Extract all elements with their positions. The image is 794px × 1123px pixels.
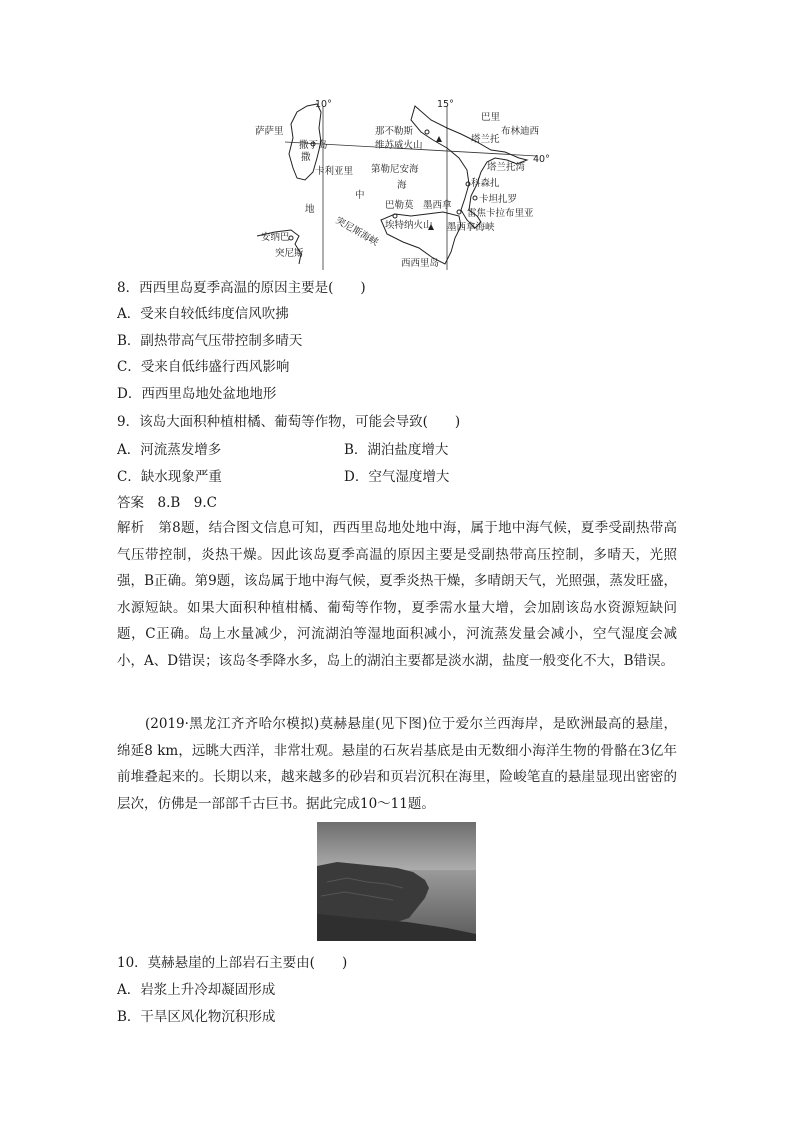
q8-option-a: A．受来自较低纬度信风吹拂 [117,306,289,322]
answer-line: 答案 8.B 9.C [117,495,218,511]
map-label-tunisian-strait: 突尼斯海峡 [333,215,381,249]
cliffs-of-moher-photo [317,822,476,941]
passage-paragraph: (2019·黑龙江齐齐哈尔模拟)莫赫悬崖(见下图)位于爱尔兰西海岸，是欧洲最高的悬崖，绵延8 km，远眺大西洋，非常壮观。悬崖的石灰岩基底是由无数细小海洋生物的骨骼在3亿年前堆叠起来的。长期以来，越来越多的砂岩和页岩沉积在海里，险峻笔直的悬崖显现出密密的层次，仿佛是一部部千古巨书。据此完成10～11题。 [117,716,677,812]
q10-stem: 10．莫赫悬崖的上部岩石主要由( ) [117,955,348,971]
map-label-naples: 那不勒斯 [375,126,414,137]
map-label-cagliari: 卡利亚里 [315,166,354,177]
lon-label-15: 15° [437,99,454,110]
q9-option-c: C．缺水现象严重 [117,469,222,485]
map-svg [255,98,555,274]
q8-option-d: D．西西里岛地处盆地地形 [117,386,277,402]
map-label-tunis: 突尼斯 [275,248,304,259]
map-label-brindisi: 布林迪西 [501,126,540,137]
q9-stem: 9．该岛大面积种植柑橘、葡萄等作物，可能会导致( ) [117,414,461,430]
map-label-strait-messina: 墨西拿海峡 [447,222,495,233]
map-label-taranto: 塔兰托 [471,134,500,145]
map-label-reggio: 雷焦卡拉布里亚 [467,208,534,219]
map-label-med-1: 地 [305,204,315,215]
map-label-palermo: 巴勒莫 [385,200,414,211]
q10-option-a: A．岩浆上升冷却凝固形成 [117,982,276,998]
map-label-sassari: 萨萨里 [255,126,284,137]
lon-label-10: 10° [315,99,332,110]
map-label-sardinia-mark: 撒 [301,152,311,163]
q8-option-c: C．受来自低纬盛行西风影响 [117,359,290,375]
map-label-med-2: 中 [355,190,365,201]
map-label-sardinia: 撒丁岛 [299,140,328,151]
analysis-paragraph: 解析 第8题，结合图文信息可知，西西里岛地处地中海，属于地中海气候，夏季受副热带高气压带控制，炎热干燥。因此该岛夏季高温的原因主要是受副热带高压控制，多晴天，光照强，B正确。第9题，该岛属于地中海气候，夏季炎热干燥，多晴朗天气，光照强，蒸发旺盛，水源短缺。如果大面积种植柑橘、葡萄等作物，夏季需水量大增，会加剧该岛水资源短缺问题，C正确。岛上水量减少，河流湖泊等湿地面积减小，河流蒸发量会减小，空气湿度会减小，A、D错误；该岛冬季降水多，岛上的湖泊主要都是淡水湖，盐度一般变化不大，B错误。 [117,520,677,669]
q8-stem: 8．西西里岛夏季高温的原因主要是( ) [117,280,366,296]
q10-option-b: B．干旱区风化物沉积形成 [117,1009,276,1025]
map-label-bari: 巴里 [481,112,501,123]
map-label-vesuvius: 维苏威火山 [375,140,423,151]
q8-option-b: B．副热带高气压带控制多晴天 [117,333,303,349]
q9-option-a: A．河流蒸发增多 [117,442,222,458]
q9-option-d: D．空气湿度增大 [344,469,450,485]
map-label-annaba: 安纳巴 [261,232,290,243]
map-label-tyrrhenian-sea: 海 [397,180,407,191]
map-label-etna: 埃特纳火山 [385,220,433,231]
q9-option-b: B．湖泊盐度增大 [344,442,449,458]
cliff-photo-svg [317,822,476,941]
map-label-messina: 墨西拿 [423,200,452,211]
sicily-map-figure [255,98,555,274]
map-label-tyrrhenian: 第勒尼安海 [371,164,419,175]
map-label-catanzaro: 卡坦扎罗 [479,194,518,205]
lat-label-40: 40° [533,154,550,165]
map-label-sicily: 西西里岛 [401,258,440,269]
map-label-cosenza: 科森扎 [471,178,500,189]
map-label-gulf-taranto: 塔兰托湾 [487,162,526,173]
